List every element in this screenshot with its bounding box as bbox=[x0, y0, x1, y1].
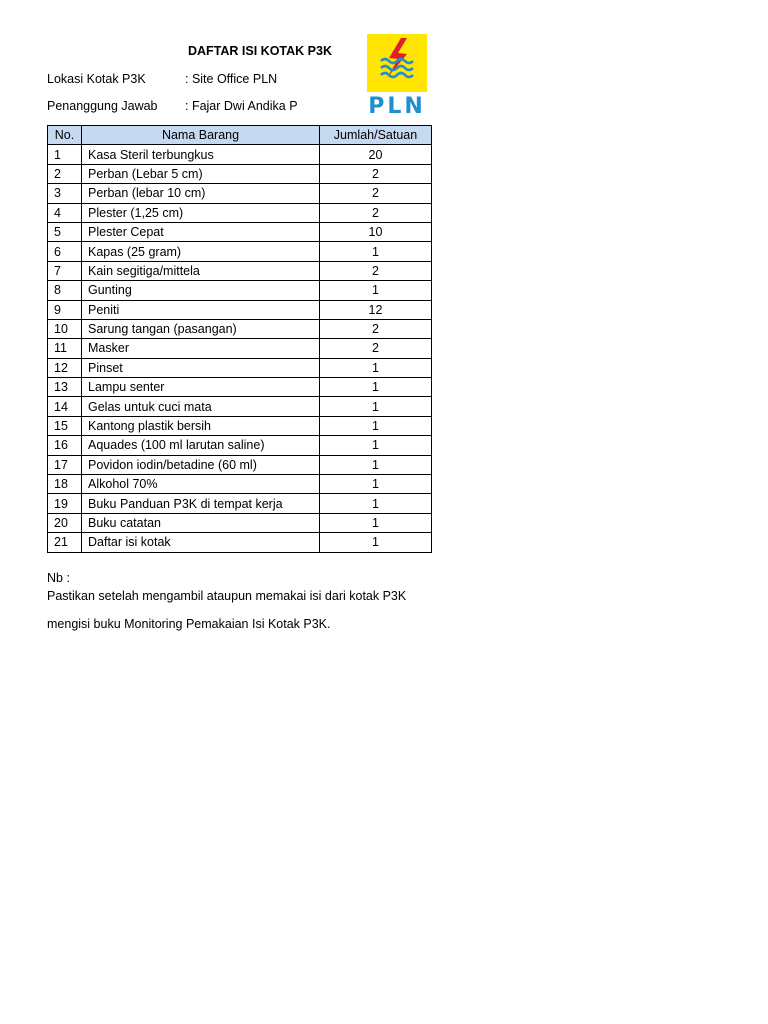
item-quantity: 1 bbox=[320, 416, 432, 435]
header-name: Nama Barang bbox=[82, 126, 320, 145]
item-quantity: 1 bbox=[320, 533, 432, 552]
table-row bbox=[48, 203, 432, 222]
item-quantity: 10 bbox=[320, 222, 432, 241]
header-no: No. bbox=[48, 126, 82, 145]
table-row bbox=[48, 436, 432, 455]
item-name: Pinset bbox=[82, 358, 320, 377]
row-number: 17 bbox=[48, 455, 82, 474]
item-quantity: 1 bbox=[320, 242, 432, 261]
item-name: Kain segitiga/mittela bbox=[82, 261, 320, 280]
pln-logo-background bbox=[367, 34, 427, 92]
row-number: 14 bbox=[48, 397, 82, 416]
table-row bbox=[48, 513, 432, 532]
item-name: Aquades (100 ml larutan saline) bbox=[82, 436, 320, 455]
pln-logo-text: PLN bbox=[368, 94, 426, 119]
header-qty: Jumlah/Satuan bbox=[320, 126, 432, 145]
items-table bbox=[47, 125, 432, 553]
item-quantity: 2 bbox=[320, 261, 432, 280]
table-row bbox=[48, 455, 432, 474]
notes-line-2: mengisi buku Monitoring Pemakaian Isi Kotak P3K. bbox=[47, 617, 331, 631]
location-row bbox=[47, 72, 277, 86]
item-quantity: 1 bbox=[320, 475, 432, 494]
table-row bbox=[48, 378, 432, 397]
item-name: Povidon iodin/betadine (60 ml) bbox=[82, 455, 320, 474]
table-row bbox=[48, 397, 432, 416]
row-number: 3 bbox=[48, 184, 82, 203]
item-quantity: 1 bbox=[320, 513, 432, 532]
item-quantity: 1 bbox=[320, 397, 432, 416]
row-number: 7 bbox=[48, 261, 82, 280]
table-row bbox=[48, 184, 432, 203]
table-row bbox=[48, 494, 432, 513]
table-row bbox=[48, 300, 432, 319]
row-number: 15 bbox=[48, 416, 82, 435]
row-number: 6 bbox=[48, 242, 82, 261]
item-quantity: 1 bbox=[320, 494, 432, 513]
item-quantity: 1 bbox=[320, 358, 432, 377]
item-quantity: 2 bbox=[320, 319, 432, 338]
table-row bbox=[48, 242, 432, 261]
item-name: Buku catatan bbox=[82, 513, 320, 532]
row-number: 19 bbox=[48, 494, 82, 513]
location-value: : Site Office PLN bbox=[185, 72, 278, 86]
item-name: Kapas (25 gram) bbox=[82, 242, 320, 261]
item-name: Alkohol 70% bbox=[82, 475, 320, 494]
item-quantity: 2 bbox=[320, 164, 432, 183]
item-quantity: 2 bbox=[320, 184, 432, 203]
item-name: Plester Cepat bbox=[82, 222, 320, 241]
lightning-bolt-icon bbox=[367, 34, 427, 92]
item-name: Masker bbox=[82, 339, 320, 358]
table-row bbox=[48, 319, 432, 338]
item-name: Sarung tangan (pasangan) bbox=[82, 319, 320, 338]
item-name: Gelas untuk cuci mata bbox=[82, 397, 320, 416]
row-number: 16 bbox=[48, 436, 82, 455]
row-number: 4 bbox=[48, 203, 82, 222]
table-row bbox=[48, 358, 432, 377]
table-row bbox=[48, 475, 432, 494]
row-number: 12 bbox=[48, 358, 82, 377]
table-row bbox=[48, 339, 432, 358]
item-name: Lampu senter bbox=[82, 378, 320, 397]
item-name: Peniti bbox=[82, 300, 320, 319]
row-number: 1 bbox=[48, 145, 82, 164]
item-quantity: 1 bbox=[320, 378, 432, 397]
row-number: 18 bbox=[48, 475, 82, 494]
row-number: 11 bbox=[48, 339, 82, 358]
pic-label: Penanggung Jawab bbox=[47, 99, 158, 113]
table-row bbox=[48, 164, 432, 183]
item-name: Daftar isi kotak bbox=[82, 533, 320, 552]
table-row bbox=[48, 533, 432, 552]
item-quantity: 1 bbox=[320, 436, 432, 455]
table-row bbox=[48, 416, 432, 435]
item-quantity: 2 bbox=[320, 339, 432, 358]
row-number: 5 bbox=[48, 222, 82, 241]
item-quantity: 20 bbox=[320, 145, 432, 164]
item-quantity: 12 bbox=[320, 300, 432, 319]
item-name: Perban (lebar 10 cm) bbox=[82, 184, 320, 203]
row-number: 13 bbox=[48, 378, 82, 397]
notes-line-1: Pastikan setelah mengambil ataupun memakai isi dari kotak P3K bbox=[47, 589, 407, 603]
item-quantity: 1 bbox=[320, 281, 432, 300]
item-name: Kantong plastik bersih bbox=[82, 416, 320, 435]
item-name: Buku Panduan P3K di tempat kerja bbox=[82, 494, 320, 513]
pln-logo bbox=[364, 34, 428, 120]
table-row bbox=[48, 281, 432, 300]
person-in-charge-row bbox=[47, 99, 298, 113]
location-label: Lokasi Kotak P3K bbox=[47, 72, 146, 86]
row-number: 8 bbox=[48, 281, 82, 300]
table-header-row bbox=[48, 126, 432, 145]
item-quantity: 2 bbox=[320, 203, 432, 222]
notes-label: Nb : bbox=[47, 571, 70, 585]
item-name: Perban (Lebar 5 cm) bbox=[82, 164, 320, 183]
item-quantity: 1 bbox=[320, 455, 432, 474]
item-name: Kasa Steril terbungkus bbox=[82, 145, 320, 164]
table-row bbox=[48, 222, 432, 241]
row-number: 2 bbox=[48, 164, 82, 183]
row-number: 21 bbox=[48, 533, 82, 552]
item-name: Gunting bbox=[82, 281, 320, 300]
row-number: 9 bbox=[48, 300, 82, 319]
row-number: 20 bbox=[48, 513, 82, 532]
document-title: DAFTAR ISI KOTAK P3K bbox=[188, 44, 332, 58]
table-row bbox=[48, 261, 432, 280]
item-name: Plester (1,25 cm) bbox=[82, 203, 320, 222]
table-row bbox=[48, 145, 432, 164]
pic-value: : Fajar Dwi Andika P bbox=[185, 99, 298, 113]
row-number: 10 bbox=[48, 319, 82, 338]
